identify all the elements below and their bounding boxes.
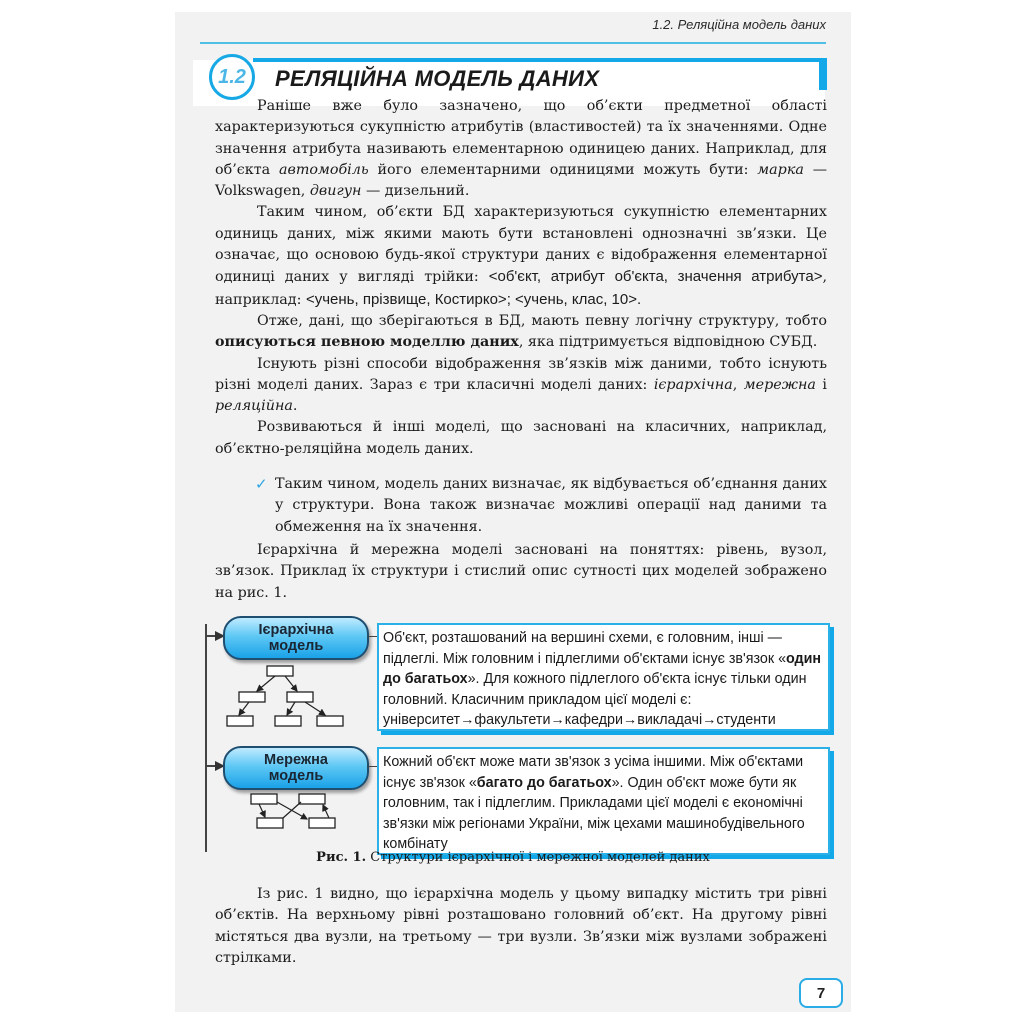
network-model-label: Мережна модель	[223, 746, 369, 790]
paragraph-1: Раніше вже було зазначено, що об’єкти предметної області характеризуються сукупністю атрибутів (властивостей) та їх значеннями. Одне значення атрибута називають елементарною одиницею даних. Наприклад, для об’єкта автомобіль його елементарними одиницями можуть бути: марка — Volkswagen, двигун — дизельний.	[215, 98, 828, 200]
body-text-top	[215, 96, 827, 460]
body-text-bottom	[215, 884, 827, 969]
connector-line	[367, 636, 377, 637]
paragraph-2: Таким чином, об’єкти БД характеризуються сукупністю елементарних одиниць даних, між якими мають бути встановлені однозначні зв’язки. Це означає, що основою будь-якої структури даних є відображення елементарної одиниці даних у вигляді трійки: <об'єкт, атрибут об'єкта, значення атрибута>, наприклад: <учень, прізвище, Костирко>; <учень, клас, 10>.	[215, 204, 827, 308]
hierarchy-tree-icon	[225, 664, 355, 728]
figure-caption: Рис. 1. Структури ієрархічної і мережної моделей даних	[316, 850, 710, 865]
connector-line	[367, 766, 377, 767]
hierarchical-model-label: Ієрархічна модель	[223, 616, 369, 660]
textbook-page	[175, 12, 851, 1012]
section-title: РЕЛЯЦІЙНА МОДЕЛЬ ДАНИХ	[275, 66, 600, 91]
page-number: 7	[799, 978, 843, 1008]
network-description: Кожний об'єкт може мати зв'язок з усіма іншими. Між об'єктами існує зв'язок «багато до багатьох». Один об'єкт може бути як головним, так і підлеглим. Прикладами цієї моделі є економічні зв'язки між регіонами України, між цехами машинобудівельного комбінату	[377, 747, 830, 855]
paragraph-4: Існують різні способи відображення зв’язків між даними, тобто існують різні моделі даних. Зараз є три класичні моделі даних: ієрархічна, мережна і реляційна.	[215, 355, 827, 415]
paragraph-6: Ієрархічна й мережна моделі засновані на поняттях: рівень, вузол, зв’язок. Приклад їх структури і стислий опис сутності цих моделей зображено на рис. 1.	[215, 542, 827, 601]
header-rule	[200, 42, 826, 44]
key-note: ✓ Таким чином, модель даних визначає, як відбувається об’єднання даних у структури. Вона також визначає можливі операції над даними та обмеження на їх значення.	[255, 475, 827, 535]
paragraph-3: Отже, дані, що зберігаються в БД, мають певну логічну структуру, тобто описуються певною моделлю даних, яка підтримується відповідною СУБД.	[215, 312, 827, 351]
network-graph-icon	[225, 792, 355, 832]
body-text-mid	[215, 540, 827, 604]
paragraph-5: Розвиваються й інші моделі, що засновані на класичних, наприклад, об’єктно-реляційна модель даних.	[215, 419, 827, 457]
title-accent-bar	[253, 58, 827, 62]
check-icon: ✓	[255, 475, 268, 493]
section-number-badge: 1.2	[209, 54, 255, 100]
hierarchical-description: Об'єкт, розташований на вершині схеми, є головним, інші — підлеглі. Між головним і підлеглими об'єктами існує зв'язок «один до багатьох». Для кожного підлеглого об'єкта існує тільки один головний. Класичним прикладом цієї моделі є: університет→факультети→кафедри→викладачі→студенти	[377, 623, 830, 731]
paragraph-7: Із рис. 1 видно, що ієрархічна модель у цьому випадку містить три рівні об’єктів. На верхньому рівні розташовано головний об’єкт. На другому рівні містяться два вузли, на третьому — три вузли. Зв’язки між вузлами зображені стрілками.	[215, 886, 827, 966]
title-accent-bar-right	[819, 58, 827, 90]
diagram-trunk-line	[205, 624, 207, 852]
running-head: 1.2. Реляційна модель даних	[652, 17, 826, 32]
